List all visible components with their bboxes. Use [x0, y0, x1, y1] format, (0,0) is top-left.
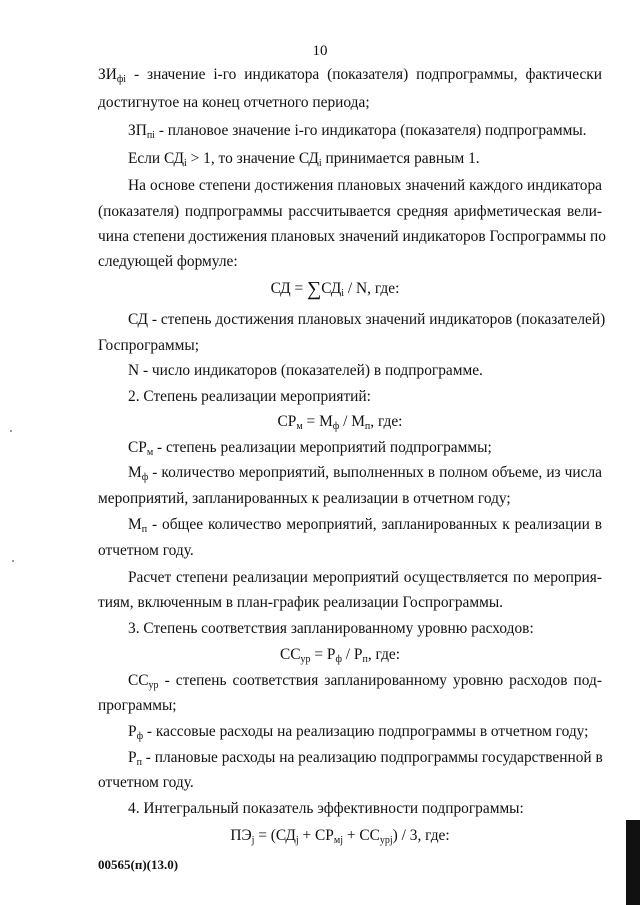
scan-speck	[12, 560, 14, 562]
text-line: программы;	[98, 697, 177, 714]
text-line: N - число индикаторов (показателей) в подпрограмме.	[128, 362, 483, 379]
text-line: СД - степень достижения плановых значений индикаторов (показателей)	[128, 311, 606, 328]
text-line: следующей формуле:	[98, 253, 238, 270]
document-code: 00565(п)(13.0)	[98, 857, 179, 872]
text-line: мероприятий, запланированных к реализации в отчетном году;	[98, 490, 511, 507]
text-line: $СР_м$ - степень реализации мероприятий подпрограммы;	[128, 439, 492, 458]
text-line: $СС_{ур}$ - степень соответствия запланированному уровню расходов под-	[128, 672, 602, 691]
text-line: отчетном году.	[98, 774, 194, 791]
text-line: $ЗП_{пi}$ - плановое значение i-го индикатора (показателя) подпрограммы.	[128, 122, 587, 141]
text-line: 4. Интегральный показатель эффективности подпрограммы:	[128, 800, 524, 817]
text-line: $Р_п$ - плановые расходы на реализацию подпрограммы государственной в	[128, 749, 603, 768]
text-line: чина степени достижения плановых значений индикаторов Госпрограммы по	[98, 228, 606, 245]
text-line: достигнутое на конец отчетного периода;	[98, 94, 370, 111]
text-line: $ЗИ_{фi}$ - значение i-го индикатора (показателя) подпрограммы, фактически	[98, 66, 602, 85]
formula-sr: $СР_м = М_ф / М_п$, где:	[277, 413, 403, 432]
text-line: 2. Степень реализации мероприятий:	[128, 388, 371, 405]
text-line: отчетном году.	[98, 542, 194, 559]
text-line: тиям, включенным в план-график реализации Госпрограммы.	[98, 594, 504, 611]
text-line: $М_ф$ - количество мероприятий, выполненных в полном объеме, из числа	[128, 464, 602, 483]
formula-ss: $СС_{ур} = Р_ф / Р_п$, где:	[279, 646, 401, 665]
scan-speck	[10, 430, 12, 432]
page-number: 10	[312, 43, 328, 59]
text-line: Госпрограммы;	[98, 337, 200, 354]
text-line: $М_п$ - общее количество мероприятий, запланированных к реализации в	[128, 516, 602, 535]
text-line: На основе степени достижения плановых значений каждого индикатора	[128, 177, 602, 194]
formula-sd: СД = $\sum СД_i$ / N, где:	[270, 278, 400, 300]
text-line: (показателя) подпрограммы рассчитывается средняя арифметическая вели-	[98, 203, 602, 220]
text-line: Расчет степени реализации мероприятий осуществляется по мероприя-	[128, 569, 602, 586]
text-line: $Р_ф$ - кассовые расходы на реализацию подпрограммы в отчетном году;	[128, 723, 589, 742]
scan-edge-shadow	[626, 820, 640, 905]
text-line: 3. Степень соответствия запланированному уровню расходов:	[128, 620, 534, 637]
text-line: Если $СД_i > 1$, то значение $СД_i$ принимается равным 1.	[128, 150, 480, 169]
formula-pe: $ПЭ_j = (СД_j + СР_{мj} + СС_{урj}) / 3$, где:	[230, 827, 450, 846]
